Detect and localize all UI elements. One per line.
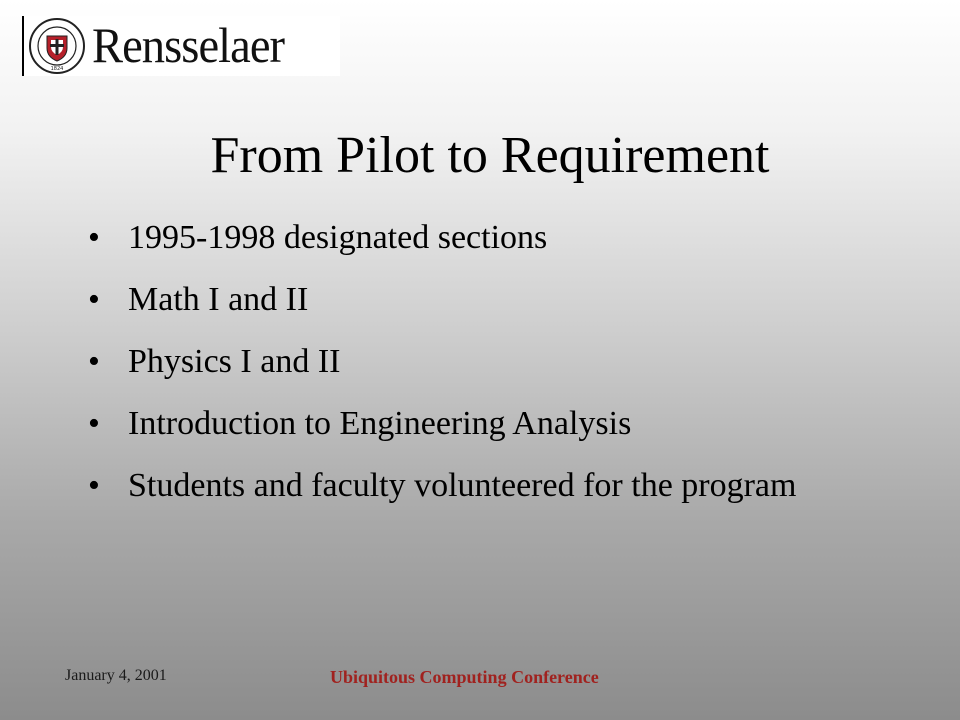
bullet-symbol: •	[88, 281, 100, 318]
bullet-item	[88, 342, 848, 382]
slide-title: From Pilot to Requirement	[210, 127, 770, 184]
bullet-item	[88, 404, 848, 444]
bullet-list	[88, 218, 848, 528]
bullet-text: Introduction to Engineering Analysis	[128, 405, 632, 442]
bullet-text: Physics I and II	[128, 343, 341, 380]
logo-wordmark: Rensselaer	[92, 17, 285, 73]
footer-date: January 4, 2001	[65, 667, 167, 684]
footer-conference-name: Ubiquitous Computing Conference	[330, 667, 599, 687]
bullet-symbol: •	[88, 343, 100, 380]
bullet-symbol: •	[88, 219, 100, 256]
bullet-text: Students and faculty volunteered for the program	[128, 467, 797, 504]
bullet-item	[88, 280, 848, 320]
bullet-text: Math I and II	[128, 281, 309, 318]
bullet-text: 1995-1998 designated sections	[128, 219, 548, 256]
bullet-item	[88, 218, 848, 258]
logo-divider	[22, 16, 24, 76]
seal-year: 1824	[50, 66, 64, 72]
rensselaer-logo	[22, 16, 340, 76]
bullet-symbol: •	[88, 405, 100, 442]
rensselaer-seal-icon	[28, 17, 86, 75]
bullet-symbol: •	[88, 467, 100, 504]
bullet-item	[88, 466, 848, 506]
